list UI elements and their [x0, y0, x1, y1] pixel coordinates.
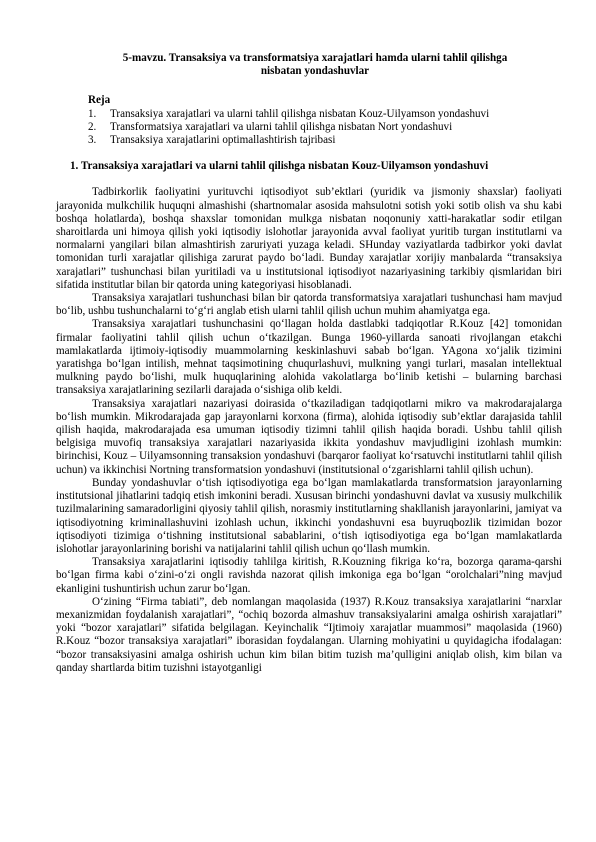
plan-heading: Reja — [88, 94, 111, 107]
plan-item-text: Transaksiya xarajatlarini optimallashtirish tajribasi — [110, 134, 336, 147]
plan-item — [56, 121, 562, 134]
body-paragraph: Tadbirkorlik faoliyatini yurituvchi iqtisodiyot sub’ektlari (yuridik va jismoniy shaxslar) faoliyati jarayonida mulkchilik huquqni almashishi (shartnomalar asosida mahsulotni sotish yoki sotib olish va shu kabi boshqa holatlarda), boshqa shaxslar tomonidan mulkga nisbatan noqonuniy xatti-harakatlar sodir etilgan sharoitlarda uni himoya qilish yoki iqtisodiy islohotlar jarayonida avval faoliyat yuritib turgan institutlarni va normalarni yangilari bilan almashtirish zaruriyati yuzaga keladi. SHunday vaziyatlarda tadbirkor yoki davlat tomonidan turli xarajatlar qilishiga zarurat paydo bo‘ladi. Bunday xarajatlar xorijiy manbalarda “transaksiya xarajatlari” tushunchasi bilan yuritiladi va u institutsional iqtisodiyot nazariyasining tarkibiy qismlaridan biri sifatida institutlar bilan bir qatorda uning kategoriyasi hisoblanadi. — [56, 186, 562, 291]
plan-item-text: Transaksiya xarajatlari va ularni tahlil qilishga nisbatan Kouz-Uilyamson yondashuvi — [110, 107, 490, 120]
document-title — [80, 52, 550, 78]
body-paragraph: Transaksiya xarajatlari nazariyasi doirasida o‘tkaziladigan tadqiqotlarni mikro va makrodarajalarga bo‘lish mumkin. Mikrodarajada gap jarayonlarni korxona (firma), alohida iqtisodiy sub’ektlar darajasida tahlil qilish haqida, makrodarajada esa umuman iqtisodiy tizimni tahlil qilish haqida boradi. Ushbu tahlil qilish belgisiga muvofiq transaksiya xarajatlari nazariyasida ikkita yondashuv mavjudligini izohlash mumkin: birinchisi, Kouz – Uilyamsonning transaksion yondashuvi (barqaror faoliyat ko‘rsatuvchi institutlarni tahlil qilish uchun) va ikkinchisi Nortning transformatsion yondashuvi (institutsional o‘zgarishlarni tahlil qilish uchun). — [56, 397, 562, 476]
plan-item — [56, 134, 562, 147]
body-paragraph: Transaksiya xarajatlari tushunchasi bilan bir qatorda transformatsiya xarajatlari tushunchasi ham mavjud bo‘lib, ushbu tushunchalarni to‘g‘ri anglab etish ularni tahlil qilish uchun muhim ahamiyatga ega. — [56, 292, 562, 318]
section-heading: 1. Transaksiya xarajatlari va ularni tahlil qilishga nisbatan Kouz-Uilyamson yondashuvi — [70, 160, 489, 173]
body-paragraph: Bunday yondashuvlar o‘tish iqtisodiyotiga ega bo‘lgan mamlakatlarda transformatsion jarayonlarning institutsional jihatlarini tadqiq etish imkonini beradi. Xususan birinchi yondashuvni davlat va xususiy mulkchilik tuzilmalarining samaradorligini qiyosiy tahlil qilish, norasmiy institutlarning shakllanish jarayonlarini, jamiyat va iqtisodiyotning kriminallashuvini izohlash uchun, ikkinchi yondashuvni esa buyruqbozlik tizimidan bozor iqtisodiyoti tizimiga o‘tishning institutsional sabablarini, o‘tish iqtisodiyotiga ega bo‘lgan mamlakatlarda islohotlar jarayonlarining borishi va natijalarini tahlil qilish uchun qo‘llash mumkin. — [56, 476, 562, 555]
title-line-1: 5-mavzu. Transaksiya va transformatsiya xarajatlari hamda ularni tahlil qilishga — [122, 52, 508, 64]
plan-item — [56, 108, 562, 121]
plan-list — [56, 108, 562, 148]
body-paragraph: Transaksiya xarajatlari tushunchasini qo‘llagan holda dastlabki tadqiqotlar R.Kouz [42] tomonidan firmalar faoliyatini tahlil qilish uchun o‘tkazilgan. Bunga 1960-yillarda sanoati rivojlangan etakchi mamlakatlarda ijtimoiy-iqtisodiy muammolarning keskinlashuvi sabab bo‘lgan. YAgona xo‘jalik tizimini yaratishga bo‘lgan intilish, mehnat taqsimotining chuqurlashuvi, mulkning yangi turlari, masalan intellektual mulkning paydo bo‘lishi, mulk huquqlarining alohida vakolatlarga bo‘linib ketishi – bularning barchasi transaksiya xarajatlarining sezilarli darajada o‘sishiga olib keldi. — [56, 318, 562, 397]
plan-item-number: 3. — [88, 134, 97, 147]
plan-item-number: 2. — [88, 120, 97, 133]
body-paragraph: O‘zining “Firma tabiati”, deb nomlangan maqolasida (1937) R.Kouz transaksiya xarajatlarini “narxlar mexanizmidan foydalanish xarajatlari”, “ochiq bozorda almashuv transaksiyalarini amalga oshirish xarajatlari” yoki “bozor xarajatlari” sifatida belgilagan. Keyinchalik “Ijtimoiy xarajatlar muammosi” maqolasida (1960) R.Kouz “bozor transaksiya xarajatlari” iborasidan foydalangan. Ularning mohiyatini u quyidagicha ifodalagan: “bozor transaksiyasini amalga oshirish uchun kim bilan bitim tuzish ma’qulligini aniqlab olish, kim bilan va qanday shartlarda bitim tuzishni istayotganligi — [56, 595, 562, 674]
title-line-2: nisbatan yondashuvlar — [260, 65, 370, 78]
body-paragraph: Transaksiya xarajatlarini iqtisodiy tahlilga kiritish, R.Kouzning fikriga ko‘ra, bozorga qarama-qarshi bo‘lgan firma kabi o‘zini-o‘zi ongli ravishda nazorat qilish imkoniga ega bo‘lgan “orolchalari”ning mavjud ekanligini tushuntirish uchun zarur bo‘lgan. — [56, 556, 562, 595]
plan-item-text: Transformatsiya xarajatlari va ularni tahlil qilishga nisbatan Nort yondashuvi — [110, 120, 453, 133]
plan-item-number: 1. — [88, 107, 97, 120]
